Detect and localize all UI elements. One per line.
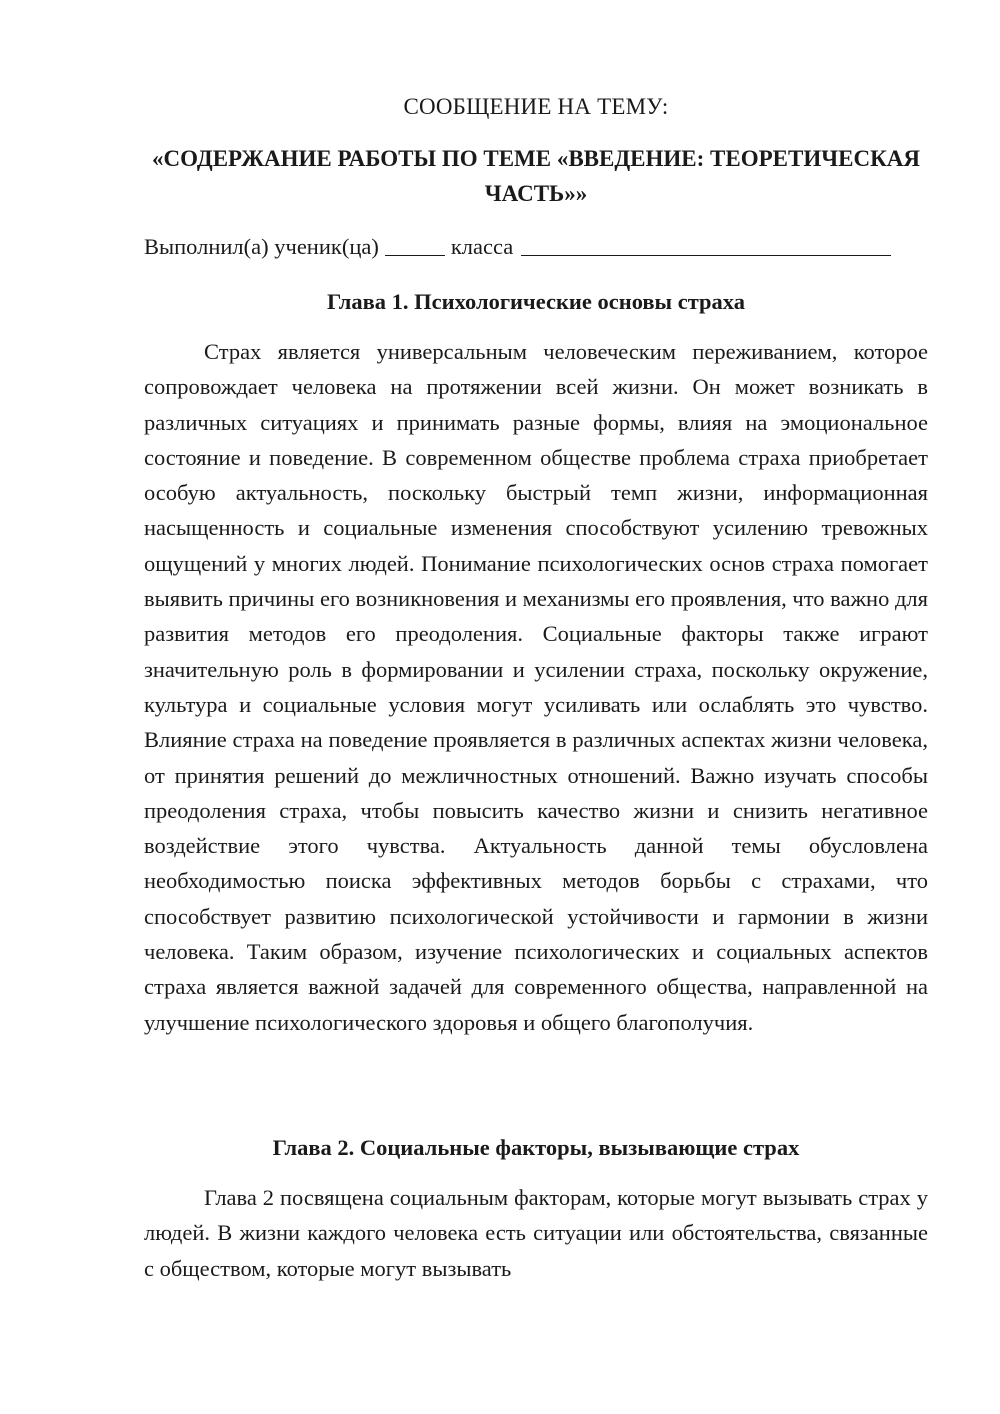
author-line-prefix: Выполнил(а) ученик(ца) xyxy=(144,234,379,259)
class-number-blank xyxy=(385,235,445,256)
chapter-2-title: Глава 2. Социальные факторы, вызывающие страх xyxy=(272,1135,800,1160)
document-header-label: СООБЩЕНИЕ НА ТЕМУ: xyxy=(403,94,669,119)
student-name-blank xyxy=(521,235,891,256)
chapter-2-paragraph: Глава 2 посвящена социальным факторам, которые могут вызывать страх у людей. В жизни каждого человека есть ситуации или обстоятельства, связанные с обществом, которые могут вызывать xyxy=(144,1185,928,1281)
chapter-1-title: Глава 1. Психологические основы страха xyxy=(326,289,746,314)
author-line-class-label: класса xyxy=(450,234,514,259)
chapter-1-paragraph: Страх является универсальным человеческим переживанием, которое сопровождает человека на протяжении всей жизни. Он может возникать в различных ситуациях и принимать разные формы, влияя на эмоциональное состояние и поведение. В современном обществе проблема страха приобретает особую актуальность, поскольку быстрый темп жизни, информационная насыщенность и социальные изменения способствуют усилению тревожных ощущений у многих людей. Понимание психологических основ страха помогает выявить причины его возникновения и механизмы его проявления, что важно для развития методов его преодоления. Социальные факторы также играют значительную роль в формировании и усилении страха, поскольку окружение, культура и социальные условия могут усиливать или ослаблять это чувство. Влияние страха на поведение проявляется в различных аспектах жизни человека, от принятия решений до межличностных отношений. Важно изучать способы преодоления страха, чтобы повысить качество жизни и снизить негативное воздействие этого чувства. Актуальность данной темы обусловлена необходимостью поиска эффективных методов борьбы с страхами, что способствует развитию психологической устойчивости и гармонии в жизни человека. Таким образом, изучение психологических и социальных аспектов страха является важной задачей для современного общества, направленной на улучшение психологического здоровья и общего благополучия. xyxy=(144,339,928,1035)
document-title: «СОДЕРЖАНИЕ РАБОТЫ ПО ТЕМЕ «ВВЕДЕНИЕ: ТЕОРЕТИЧЕСКАЯ ЧАСТЬ»» xyxy=(152,146,920,206)
author-line xyxy=(144,233,928,260)
